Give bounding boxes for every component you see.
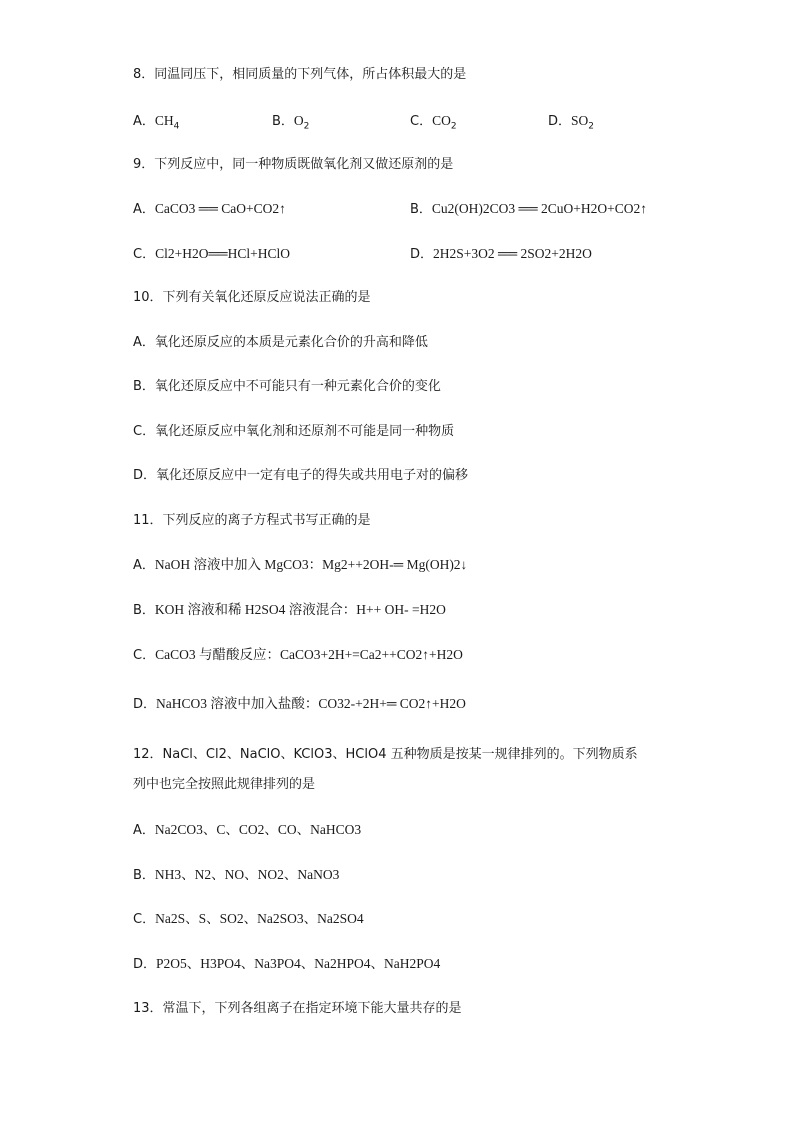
option-letter: A． [133, 823, 155, 838]
q8-option-d [548, 112, 594, 131]
q12-option-c [133, 910, 364, 929]
option-letter: B． [133, 379, 155, 394]
option-text: 氧化还原反应中一定有电子的得失或共用电子对的偏移 [156, 468, 469, 483]
q12-option-d [133, 955, 440, 974]
option-text: NaHCO3 溶液中加入盐酸：CO32-+2H+═ CO2↑+H2O [156, 696, 466, 711]
q10-option-b [133, 378, 441, 396]
q9-option-b [410, 200, 647, 219]
option-formula: SO [571, 113, 589, 128]
option-letter: B． [272, 114, 294, 129]
option-formula: O [293, 113, 304, 128]
option-text: 氧化还原反应的本质是元素化合价的升高和降低 [154, 335, 428, 350]
option-text: Na2S、S、SO2、Na2SO3、Na2SO4 [155, 911, 364, 926]
option-formula: CO [432, 113, 451, 128]
option-letter: A． [133, 335, 155, 350]
q10-option-d [133, 467, 468, 485]
option-letter: C． [410, 114, 433, 129]
question-10-stem: 10．下列有关氧化还原反应说法正确的是 [133, 290, 371, 305]
q10-option-c [133, 423, 454, 441]
q11-option-a [133, 556, 467, 575]
option-letter: C． [133, 424, 156, 439]
option-letter: A． [133, 202, 155, 217]
question-12-stem-line2: 列中也完全按照此规律排列的是 [133, 777, 316, 792]
question-9-stem: 9．下列反应中，同一种物质既做氧化剂又做还原剂的是 [133, 157, 454, 172]
formula-subscript: 4 [173, 121, 180, 132]
question-11-stem: 11．下列反应的离子方程式书写正确的是 [133, 513, 371, 528]
q11-option-b [133, 601, 446, 620]
formula-subscript: 2 [588, 121, 595, 132]
option-letter: D． [133, 957, 157, 972]
option-letter: B． [133, 868, 155, 883]
question-13-stem: 13．常温下，下列各组离子在指定环境下能大量共存的是 [133, 1001, 462, 1016]
q12-option-b [133, 866, 339, 885]
option-equation: 2H2S+3O2 ══ 2SO2+2H2O [433, 246, 592, 261]
option-letter: B． [410, 202, 432, 217]
q8-option-a [133, 112, 179, 131]
question-12-stem-line1: 12．NaCl、Cl2、NaClO、KClO3、HClO4 五种物质是按某一规律排列的。下列物质系 [133, 747, 638, 762]
option-text: CaCO3 与醋酸反应：CaCO3+2H+=Ca2++CO2↑+H2O [155, 647, 463, 662]
option-text: Na2CO3、C、CO2、CO、NaHCO3 [154, 822, 362, 837]
option-equation: Cl2+H2O══HCl+HClO [155, 246, 290, 261]
option-equation: CaCO3 ══ CaO+CO2↑ [154, 201, 286, 216]
option-letter: C． [133, 912, 156, 927]
q8-option-b [272, 112, 309, 131]
option-text: 氧化还原反应中不可能只有一种元素化合价的变化 [154, 379, 441, 394]
option-letter: D． [410, 247, 434, 262]
option-text: NH3、N2、NO、NO2、NaNO3 [154, 867, 340, 882]
option-letter: B． [133, 603, 155, 618]
formula-subscript: 2 [303, 121, 310, 132]
option-formula: CH [154, 113, 174, 128]
option-letter: A． [133, 114, 155, 129]
q8-option-c [410, 112, 457, 131]
option-letter: D． [133, 697, 157, 712]
q11-option-d [133, 695, 466, 714]
formula-subscript: 2 [450, 121, 457, 132]
q9-option-d [410, 245, 592, 264]
q11-option-c [133, 646, 463, 665]
option-letter: A． [133, 558, 155, 573]
q10-option-a [133, 334, 428, 352]
option-text: 氧化还原反应中氧化剂和还原剂不可能是同一种物质 [155, 424, 455, 439]
q9-option-a [133, 200, 286, 219]
option-letter: D． [548, 114, 572, 129]
option-text: NaOH 溶液中加入 MgCO3：Mg2++2OH-═ Mg(OH)2↓ [154, 557, 468, 572]
option-letter: D． [133, 468, 157, 483]
option-text: P2O5、H3PO4、Na3PO4、Na2HPO4、NaH2PO4 [156, 956, 441, 971]
option-letter: C． [133, 247, 156, 262]
q9-option-c [133, 245, 290, 264]
question-8-stem: 8．同温同压下，相同质量的下列气体，所占体积最大的是 [133, 67, 467, 82]
q12-option-a [133, 821, 361, 840]
option-letter: C． [133, 648, 156, 663]
option-equation: Cu2(OH)2CO3 ══ 2CuO+H2O+CO2↑ [431, 201, 648, 216]
option-text: KOH 溶液和稀 H2SO4 溶液混合：H++ OH- =H2O [154, 602, 446, 617]
